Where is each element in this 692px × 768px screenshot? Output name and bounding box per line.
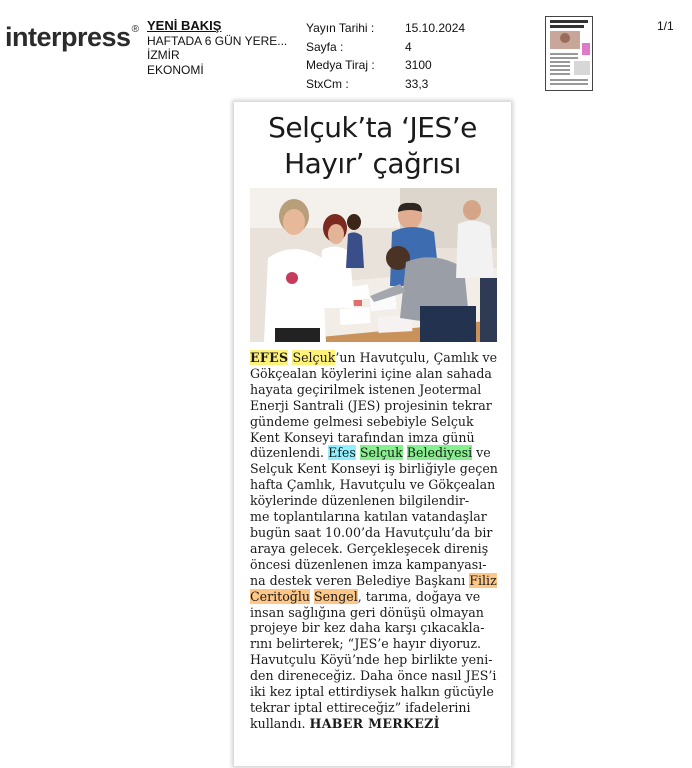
body-line xyxy=(250,668,500,684)
body-text: HABER MERKEZİ xyxy=(309,715,440,731)
highlighted-term: Selçuk xyxy=(292,350,336,365)
highlighted-term: Belediyesi xyxy=(406,445,473,461)
body-text: hafta Çamlık, Havutçulu ve Gökçealan xyxy=(250,477,496,493)
publication-name[interactable]: YENİ BAKIŞ xyxy=(147,18,222,33)
body-line xyxy=(250,477,500,493)
body-line xyxy=(250,716,500,732)
meta-label: Medya Tiraj : xyxy=(306,58,375,72)
body-text: rını belirterek; “JES’e hayır diyoruz. xyxy=(250,636,482,652)
body-line xyxy=(250,398,500,414)
body-text: , tarıma, doğaya ve xyxy=(357,588,481,604)
page-count: 1/1 xyxy=(657,19,674,33)
headline-line: Selçuk’ta ‘JES’e xyxy=(268,111,477,144)
highlighted-term: Ceritoğlu xyxy=(250,588,310,604)
publication-city: İZMİR xyxy=(147,48,180,62)
body-text: düzenlendi. xyxy=(250,445,329,461)
body-line xyxy=(250,461,500,477)
meta-label: Yayın Tarihi : xyxy=(306,21,375,35)
body-text: araya gelecek. Gerçekleşecek direniş xyxy=(250,540,489,556)
meta-label: Sayfa : xyxy=(306,39,344,54)
publication-meta xyxy=(306,19,465,93)
body-text: kullandı. xyxy=(250,715,310,731)
body-line xyxy=(250,541,500,557)
body-line xyxy=(250,636,500,652)
body-line xyxy=(250,430,500,446)
body-text: projeye bir kez daha karşı çıkacakla- xyxy=(250,620,485,636)
meta-value: 15.10.2024 xyxy=(405,21,466,35)
publication-info xyxy=(147,19,287,77)
body-text: Enerji Santrali (JES) projesinin tekrar xyxy=(250,397,492,413)
article-headline xyxy=(234,110,511,182)
body-text: köylerinde düzenlenen bilgilendir- xyxy=(250,493,470,509)
body-text: tekrar iptal ettireceğiz” ifadelerini xyxy=(250,699,471,715)
body-text: Havutçulu Köyü’nde hep birlikte yeni- xyxy=(250,652,493,668)
body-line xyxy=(250,700,500,716)
highlighted-term: Sengel xyxy=(314,588,358,604)
meta-value: 4 xyxy=(405,39,412,54)
body-line xyxy=(250,445,500,461)
publication-section: EKONOMİ xyxy=(147,62,204,77)
article-photo xyxy=(250,188,497,342)
body-text: na destek veren Belediye Başkanı xyxy=(250,572,470,588)
article-body xyxy=(250,350,500,732)
meta-row xyxy=(306,75,465,94)
photo-scene-icon xyxy=(250,188,497,342)
meta-row xyxy=(306,56,465,75)
highlighted-term: EFES xyxy=(250,350,289,365)
highlighted-term: Selçuk xyxy=(359,445,403,461)
page-thumbnail[interactable] xyxy=(545,16,593,91)
body-text: iki kez iptal ettirdiysek halkın gücüyle xyxy=(250,684,494,700)
body-text: me toplantılarına katılan vatandaşlar xyxy=(250,509,487,525)
body-text: ve xyxy=(472,445,491,461)
meta-row xyxy=(306,19,465,38)
body-text: Gökçealan köylerini içine alan sahada xyxy=(250,365,492,381)
body-text: Kent Konseyi tarafından imza günü xyxy=(250,429,475,445)
body-line xyxy=(250,509,500,525)
body-text: den direneceğiz. Daha önce nasıl JES’i xyxy=(250,668,497,684)
body-text: Selçuk Kent Konseyi iş birliğiyle geçen xyxy=(250,461,498,477)
body-line xyxy=(250,620,500,636)
body-text: ’un Havutçulu, Çamlık ve xyxy=(335,350,498,365)
meta-value: 3100 xyxy=(405,58,432,72)
body-text: insan sağlığına geri dönüşü olmayan xyxy=(250,604,484,620)
body-line xyxy=(250,589,500,605)
body-line xyxy=(250,605,500,621)
body-line xyxy=(250,684,500,700)
body-line xyxy=(250,652,500,668)
body-line xyxy=(250,382,500,398)
article-clipping xyxy=(234,102,511,766)
body-text: hayata geçirilmek istenen Jeotermal xyxy=(250,381,482,397)
body-line xyxy=(250,414,500,430)
meta-row xyxy=(306,38,465,57)
meta-value: 33,3 xyxy=(405,76,429,91)
body-line xyxy=(250,493,500,509)
headline-line: Hayır’ çağrısı xyxy=(284,147,461,180)
highlighted-term: Efes xyxy=(328,445,356,461)
body-line xyxy=(250,366,500,382)
body-line xyxy=(250,525,500,541)
body-line xyxy=(250,350,500,366)
highlighted-term: Filiz xyxy=(469,572,497,588)
body-text: gündeme gelmesi sebebiyle Selçuk xyxy=(250,413,474,429)
body-line xyxy=(250,573,500,589)
body-text: bugün saat 10.00’da Havutçulu’da bir xyxy=(250,524,493,540)
meta-label: StxCm : xyxy=(306,76,349,91)
publication-frequency: HAFTADA 6 GÜN YERE... xyxy=(147,33,288,48)
body-line xyxy=(250,557,500,573)
body-text: öncesi düzenlenen imza kampanyası- xyxy=(250,556,487,572)
interpress-logo: interpress® xyxy=(5,22,139,52)
